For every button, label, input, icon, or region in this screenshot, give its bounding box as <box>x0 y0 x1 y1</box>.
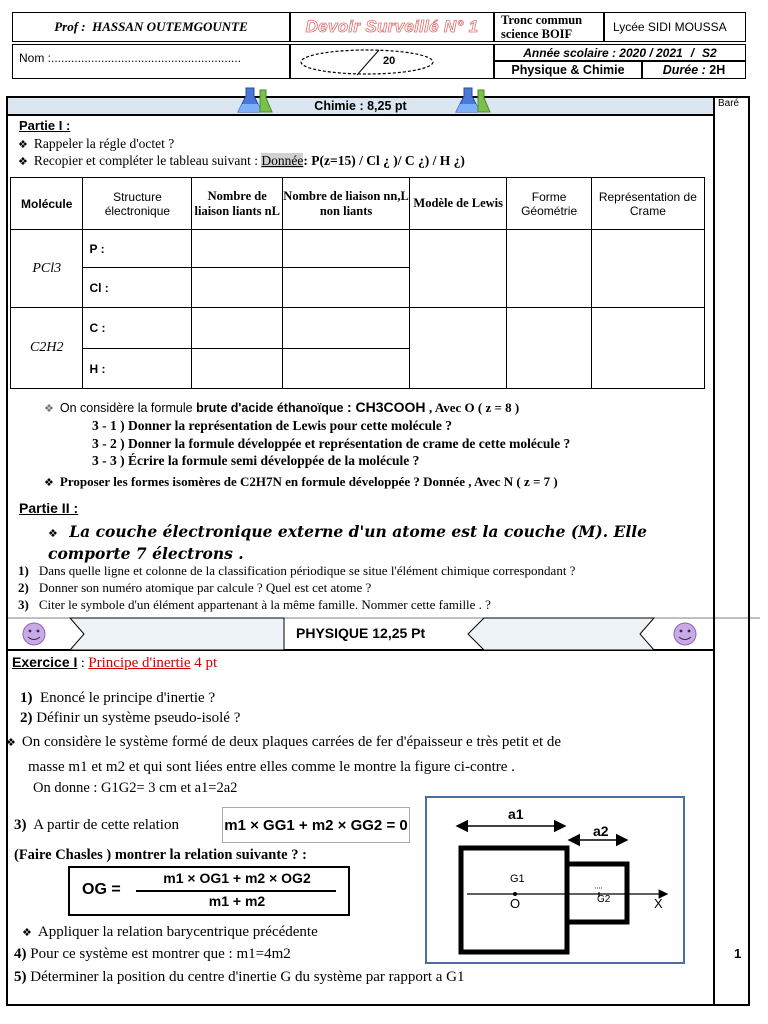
partie2-title: Partie II : <box>19 500 79 516</box>
acid-avec: , Avec O ( z = 8 ) <box>429 400 520 415</box>
header-school-cell <box>604 12 746 42</box>
fig-label-g1: G1 <box>510 873 525 885</box>
fig-label-a1: a1 <box>508 806 524 822</box>
prof-name: HASSAN OUTEMGOUNTE <box>92 19 248 34</box>
header-year-cell <box>494 44 746 61</box>
q-octet-text: Rappeler la régle d'octet ? <box>33 136 175 151</box>
phys-q4-text: Pour ce système est montrer que : m1=4m2 <box>30 946 291 962</box>
table-cell <box>192 268 283 308</box>
table-cell <box>283 308 410 349</box>
acid-intro: On considère la formule <box>59 401 197 415</box>
partie2-statement <box>48 522 708 564</box>
header-title-cell <box>290 12 494 42</box>
nom-field[interactable]: Nom :......................................................... <box>19 51 242 65</box>
table-cell <box>192 230 283 268</box>
phys-q2-text: Définir un système pseudo-isolé ? <box>36 710 241 726</box>
exercice-title: Principe d'inertie <box>88 655 191 671</box>
diamond-bullet-icon: ❖ <box>6 736 16 749</box>
atom-p: P : <box>83 230 192 268</box>
fig-label-a2: a2 <box>593 823 609 839</box>
table-cell <box>409 308 507 389</box>
phys-q5-text: Déterminer la position du centre d'inertie G du système par rapport a G1 <box>30 969 465 985</box>
table-cell <box>283 268 410 308</box>
chimie-title: Chimie : 8,25 pt <box>314 99 407 113</box>
appliquer-line <box>22 924 318 941</box>
score-total: 20 <box>383 55 396 67</box>
header-nom-cell <box>12 44 290 79</box>
system-line2: masse m1 et m2 et qui sont liées entre elles comme le montre la figure ci-contre . <box>28 759 515 775</box>
fig-label-g2: G2 <box>597 894 611 905</box>
relation-box <box>222 807 410 843</box>
atom-h: H : <box>83 349 192 389</box>
physique-title: PHYSIQUE 12,25 Pt <box>296 625 426 641</box>
p2-q2 <box>18 580 371 596</box>
relation-text: m1 × GG1 + m2 × GG2 = 0 <box>224 816 408 834</box>
q-table-text: Recopier et compléter le tableau suivant : <box>33 153 262 168</box>
system-line1-text: On considère le système formé de deux plaques carrées de fer d'épaisseur e très petit et de <box>21 734 562 750</box>
phys-q2: 2) Définir un système pseudo-isolé ? <box>20 710 241 726</box>
molecule-pcl3: PCl3 <box>11 230 83 308</box>
chasles-line: (Faire Chasles ) montrer la relation suivante ? : <box>14 847 307 863</box>
donnee-values: : P(z=15) / Cl ¿ )/ C ¿) / H ¿) <box>303 153 465 168</box>
p2-q3-number: 3) <box>18 597 29 612</box>
table-cell <box>591 230 704 308</box>
donnee-label: Donnée <box>261 153 304 168</box>
school-name: Lycée SIDI MOUSSA <box>613 20 727 34</box>
header-duration-cell <box>642 61 746 79</box>
subject: Physique & Chimie <box>511 63 625 77</box>
phys-q1: 1) Enoncé le principe d'inertie ? <box>20 690 216 706</box>
table-cell <box>283 230 410 268</box>
on-donne: On donne : G1G2= 3 cm et a1=2a2 <box>33 780 238 796</box>
appliquer-text: Appliquer la relation barycentrique précédente <box>37 924 318 940</box>
diamond-bullet-icon: ❖ <box>18 155 28 168</box>
diamond-bullet-icon: ❖ <box>22 926 32 939</box>
og-numerator: m1 × OG1 + m2 × OG2 <box>163 870 311 886</box>
q-isomeres <box>44 474 558 490</box>
partie1-title: Partie I : <box>19 118 71 133</box>
bare-label: Baré <box>718 98 740 109</box>
th-crame: Représentation de Crame <box>591 178 704 230</box>
exercice-label: Exercice I <box>12 654 78 670</box>
table-cell <box>507 308 591 389</box>
molecule-table <box>10 177 705 389</box>
school-year: Année scolaire : 2020 / 2021 <box>523 45 683 60</box>
fig-label-o: O <box>510 896 521 911</box>
og-fraction-bar <box>136 890 336 892</box>
table-cell <box>283 349 410 389</box>
q-octet <box>18 136 174 152</box>
duration-value: 2H <box>709 63 726 77</box>
diamond-bullet-icon: ❖ <box>44 476 54 489</box>
p2-q3 <box>18 597 491 613</box>
plates-figure <box>427 798 683 962</box>
flask-icon <box>452 84 492 116</box>
year-separator: / <box>690 45 695 60</box>
diamond-bullet-icon: ❖ <box>48 527 58 540</box>
acid-line <box>44 399 519 416</box>
p2-q2-number: 2) <box>18 580 29 595</box>
diamond-bullet-icon: ❖ <box>44 402 54 415</box>
fig-label-x: X <box>654 896 663 911</box>
table-cell <box>591 308 704 389</box>
th-lewis: Modèle de Lewis <box>409 178 507 230</box>
exercice-header <box>12 654 217 672</box>
og-label: OG = <box>82 881 121 898</box>
th-liants: Nombre de liaison liants nL <box>192 178 283 230</box>
p2-q3-text: Citer le symbole d'un élément appartenant à la même famille. Nommer cette famille . ? <box>38 597 491 612</box>
table-cell <box>507 230 591 308</box>
diamond-bullet-icon: ❖ <box>18 138 28 151</box>
flask-icon <box>234 84 274 116</box>
table-row <box>11 230 705 268</box>
table-cell <box>192 308 283 349</box>
phys-q3-text: A partir de cette relation <box>33 817 179 833</box>
table-cell <box>192 349 283 389</box>
p2-q2-text: Donner son numéro atomique par calcule ? Quel est cet atome ? <box>38 580 372 595</box>
th-geometrie: Forme Géométrie <box>507 178 591 230</box>
duration-label: Durée : <box>662 63 706 77</box>
header-score-cell <box>290 44 494 79</box>
og-denominator: m1 + m2 <box>208 893 266 909</box>
exercice-colon: : <box>77 656 89 671</box>
q31: 3 - 1 ) Donner la représentation de Lewis pour cette molécule ? <box>92 418 452 433</box>
table-cell <box>409 230 507 308</box>
th-structure: Structure électronique <box>83 178 192 230</box>
q-table <box>18 153 465 169</box>
atom-c: C : <box>83 308 192 349</box>
exercice-points: 4 pt <box>190 655 218 671</box>
page-number: 1 <box>734 946 742 961</box>
q33: 3 - 3 ) Écrire la formule semi développée de la molécule ? <box>92 453 420 468</box>
header-prof-cell <box>12 12 290 42</box>
th-molecule: Molécule <box>11 178 83 230</box>
right-margin-divider <box>713 96 715 1006</box>
acid-bold: brute d'acide éthanoïque <box>196 401 344 415</box>
devoir-title: Devoir Surveillé N° 1 <box>305 17 479 36</box>
molecule-c2h2: C2H2 <box>11 308 83 389</box>
table-row <box>11 308 705 349</box>
chimie-banner <box>6 96 715 116</box>
phys-q5: 5) Déterminer la position du centre d'inertie G du système par rapport a G1 <box>14 969 465 985</box>
th-non-liants: Nombre de liaison nn,L non liants <box>283 178 410 230</box>
p2-q1 <box>18 563 575 579</box>
partie2-statement-text: La couche électronique externe d'un atome est la couche (M). Elle comporte 7 électrons . <box>48 522 647 563</box>
system-line1 <box>6 734 561 751</box>
p2-q1-number: 1) <box>18 563 29 578</box>
p2-q1-text: Dans quelle ligne et colonne de la classification périodique se situe l'élément chimique correspondant ? <box>38 563 576 578</box>
acid-formula: : CH3COOH <box>346 399 426 415</box>
score-oval <box>297 47 437 77</box>
phys-q3: 3) A partir de cette relation <box>14 817 179 833</box>
prof-label: Prof : <box>54 19 86 34</box>
level-line2: science BOIF <box>501 27 573 41</box>
atom-cl: Cl : <box>83 268 192 308</box>
q-isomeres-text: Proposer les formes isomères de C2H7N en formule développée ? Donnée , Avec N ( z = 7 ) <box>59 474 558 489</box>
phys-q4: 4) Pour ce système est montrer que : m1=4m2 <box>14 946 291 962</box>
header-level-cell <box>494 12 604 42</box>
header-subject-cell <box>494 61 642 79</box>
phys-q1-text: Enoncé le principe d'inertie ? <box>40 690 216 706</box>
q32: 3 - 2 ) Donner la formule développée et représentation de crame de cette molécule ? <box>92 436 571 451</box>
semester: S2 <box>702 45 717 60</box>
level-line1: Tronc commun <box>501 13 583 27</box>
